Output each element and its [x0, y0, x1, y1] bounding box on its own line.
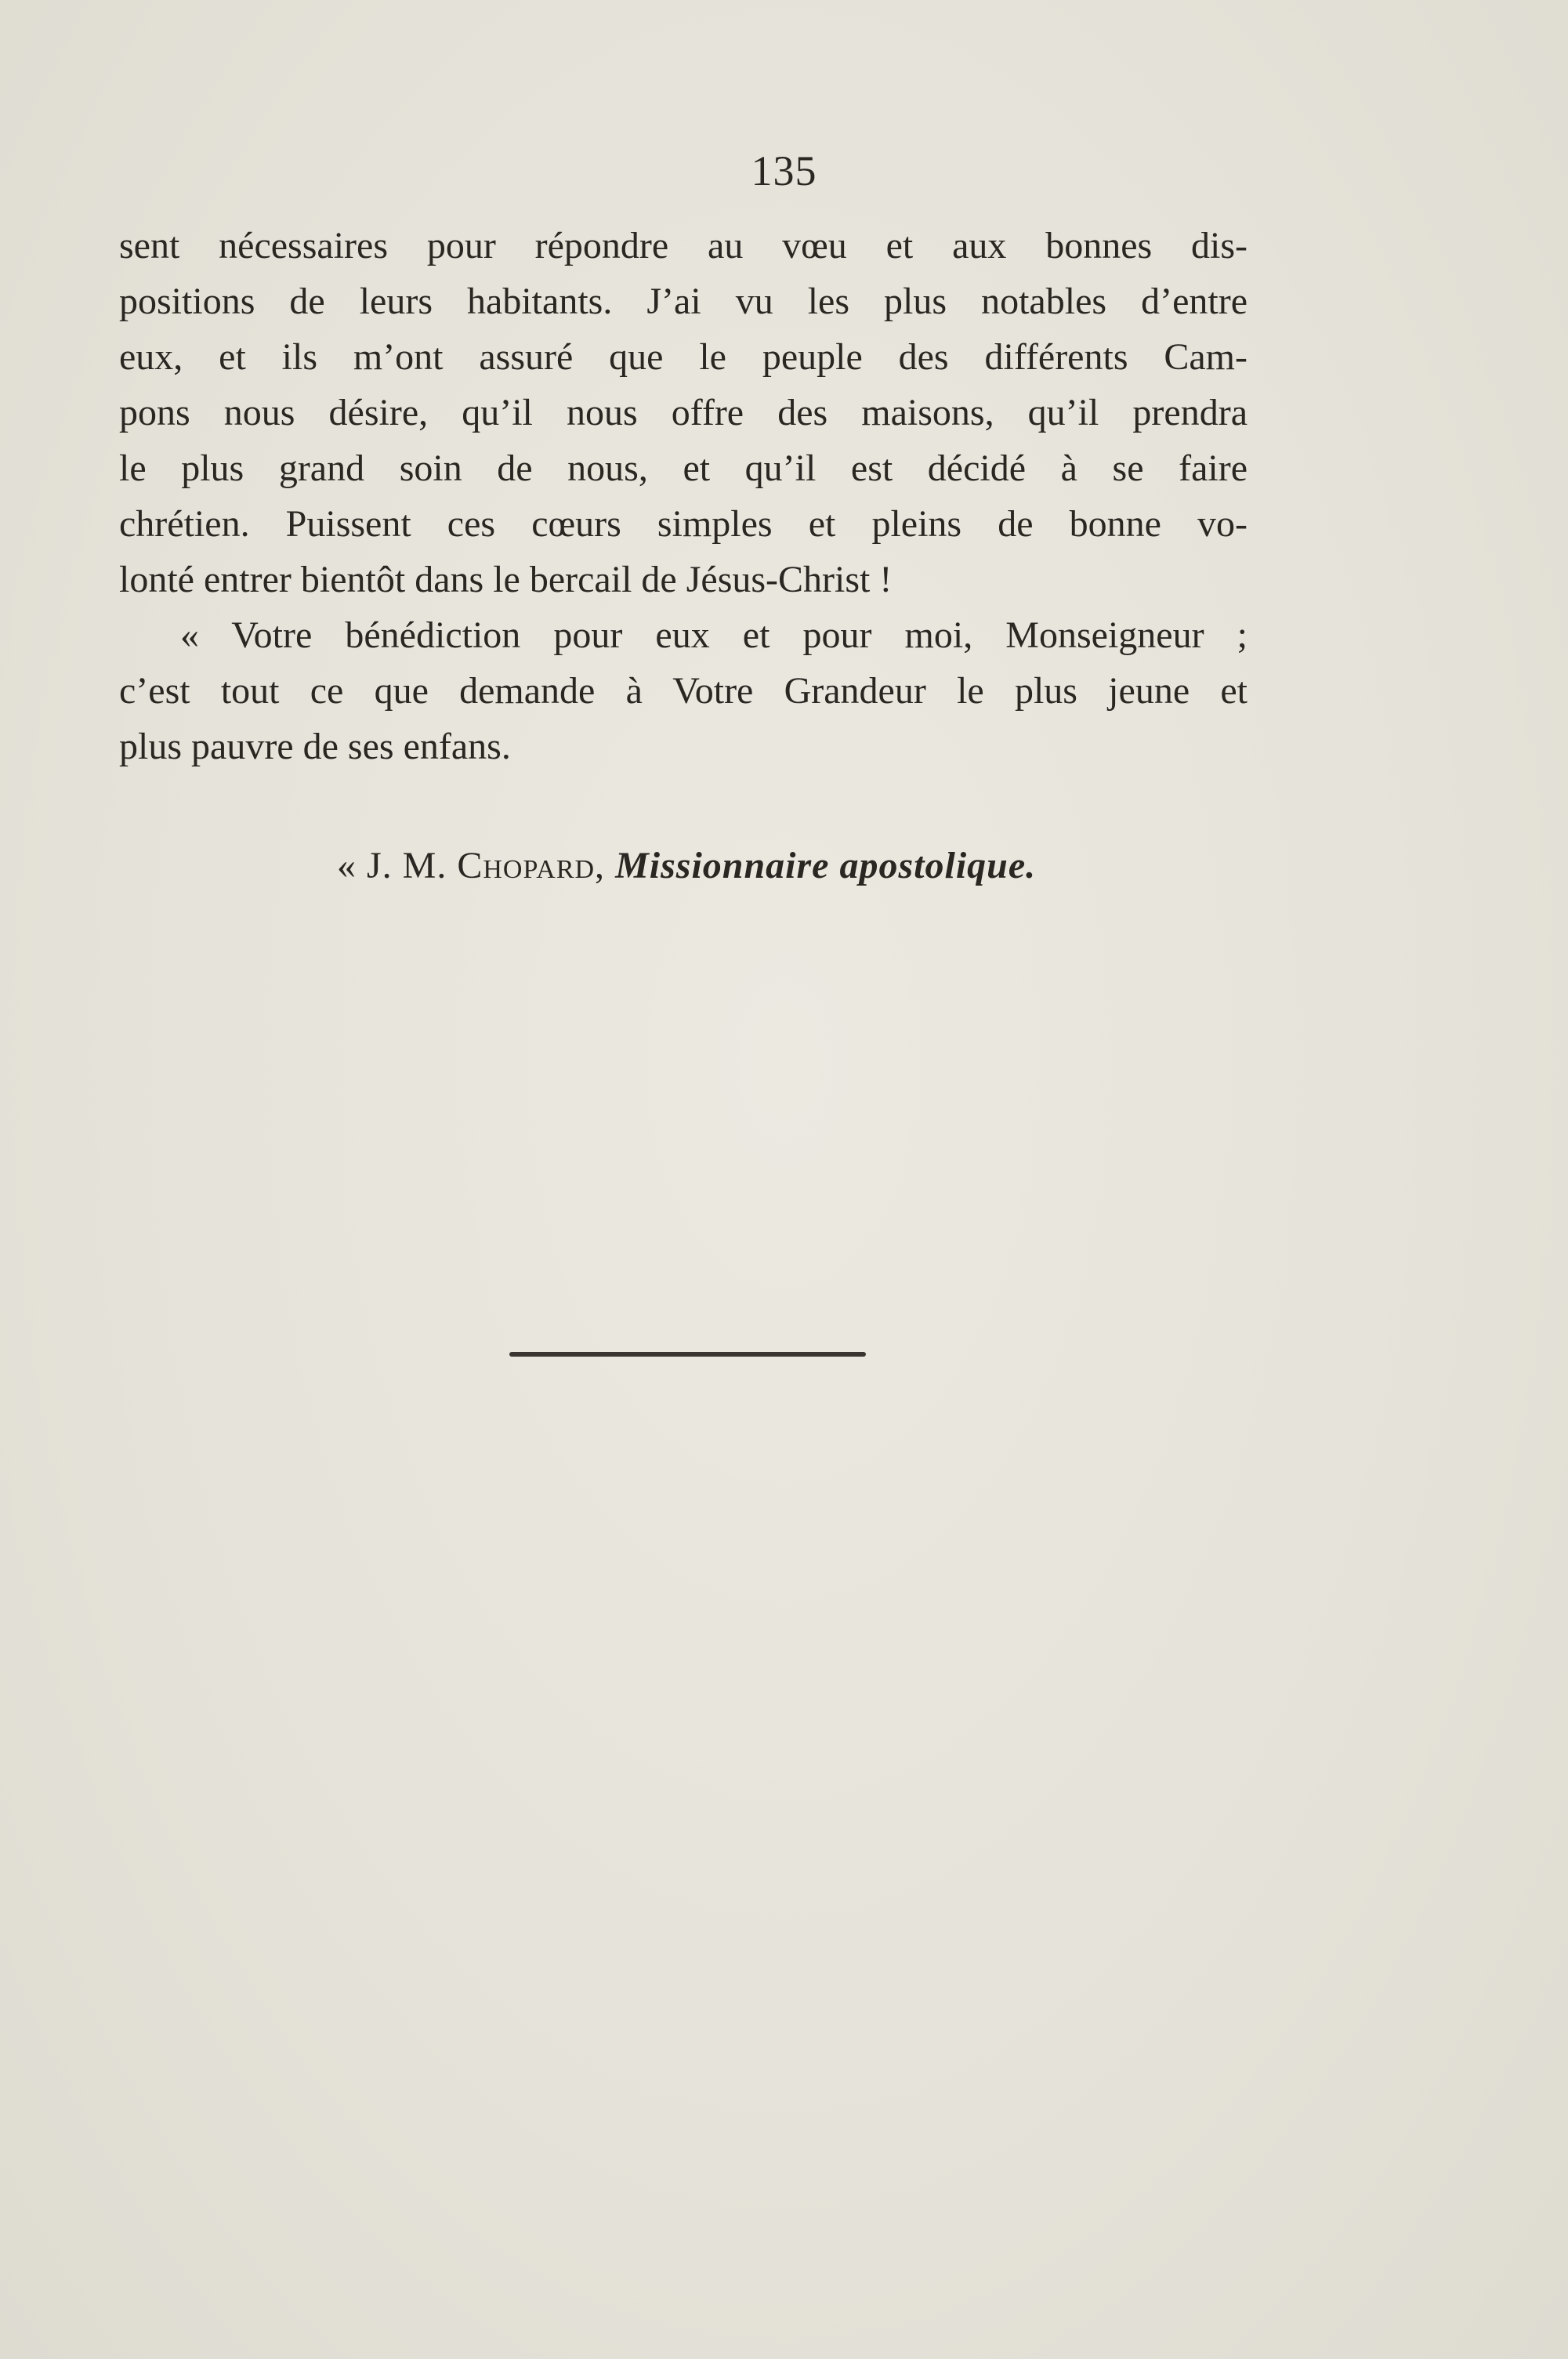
- text-line: plus pauvre de ses enfans.: [119, 726, 511, 767]
- signature: [337, 842, 1036, 890]
- letter-text: [119, 218, 1248, 774]
- page-number: 135: [751, 147, 817, 194]
- signature-name: Chopard,: [457, 845, 606, 886]
- text-line: chrétien. Puissent ces cœurs simples et pleins de bonne vo-: [119, 503, 1248, 545]
- text-line: pons nous désire, qu’il nous offre des maisons, qu’il prendra: [119, 392, 1248, 433]
- text-line: le plus grand soin de nous, et qu’il est décidé à se faire: [119, 448, 1248, 489]
- text-line: c’est tout ce que demande à Votre Grandeur le plus jeune et: [119, 670, 1248, 712]
- text-line: « Votre bénédiction pour eux et pour moi, Monseigneur ;: [180, 614, 1248, 656]
- text-line: sent nécessaires pour répondre au vœu et aux bonnes dis-: [119, 225, 1248, 266]
- text-line: positions de leurs habitants. J’ai vu les plus notables d’entre: [119, 281, 1248, 322]
- text-line: eux, et ils m’ont assuré que le peuple des différents Cam-: [119, 336, 1248, 378]
- section-divider: [509, 1352, 866, 1357]
- signature-prefix: « J. M.: [337, 845, 447, 886]
- text-line: lonté entrer bientôt dans le bercail de Jésus-Christ !: [119, 559, 893, 600]
- signature-title: Missionnaire apostolique.: [615, 845, 1037, 886]
